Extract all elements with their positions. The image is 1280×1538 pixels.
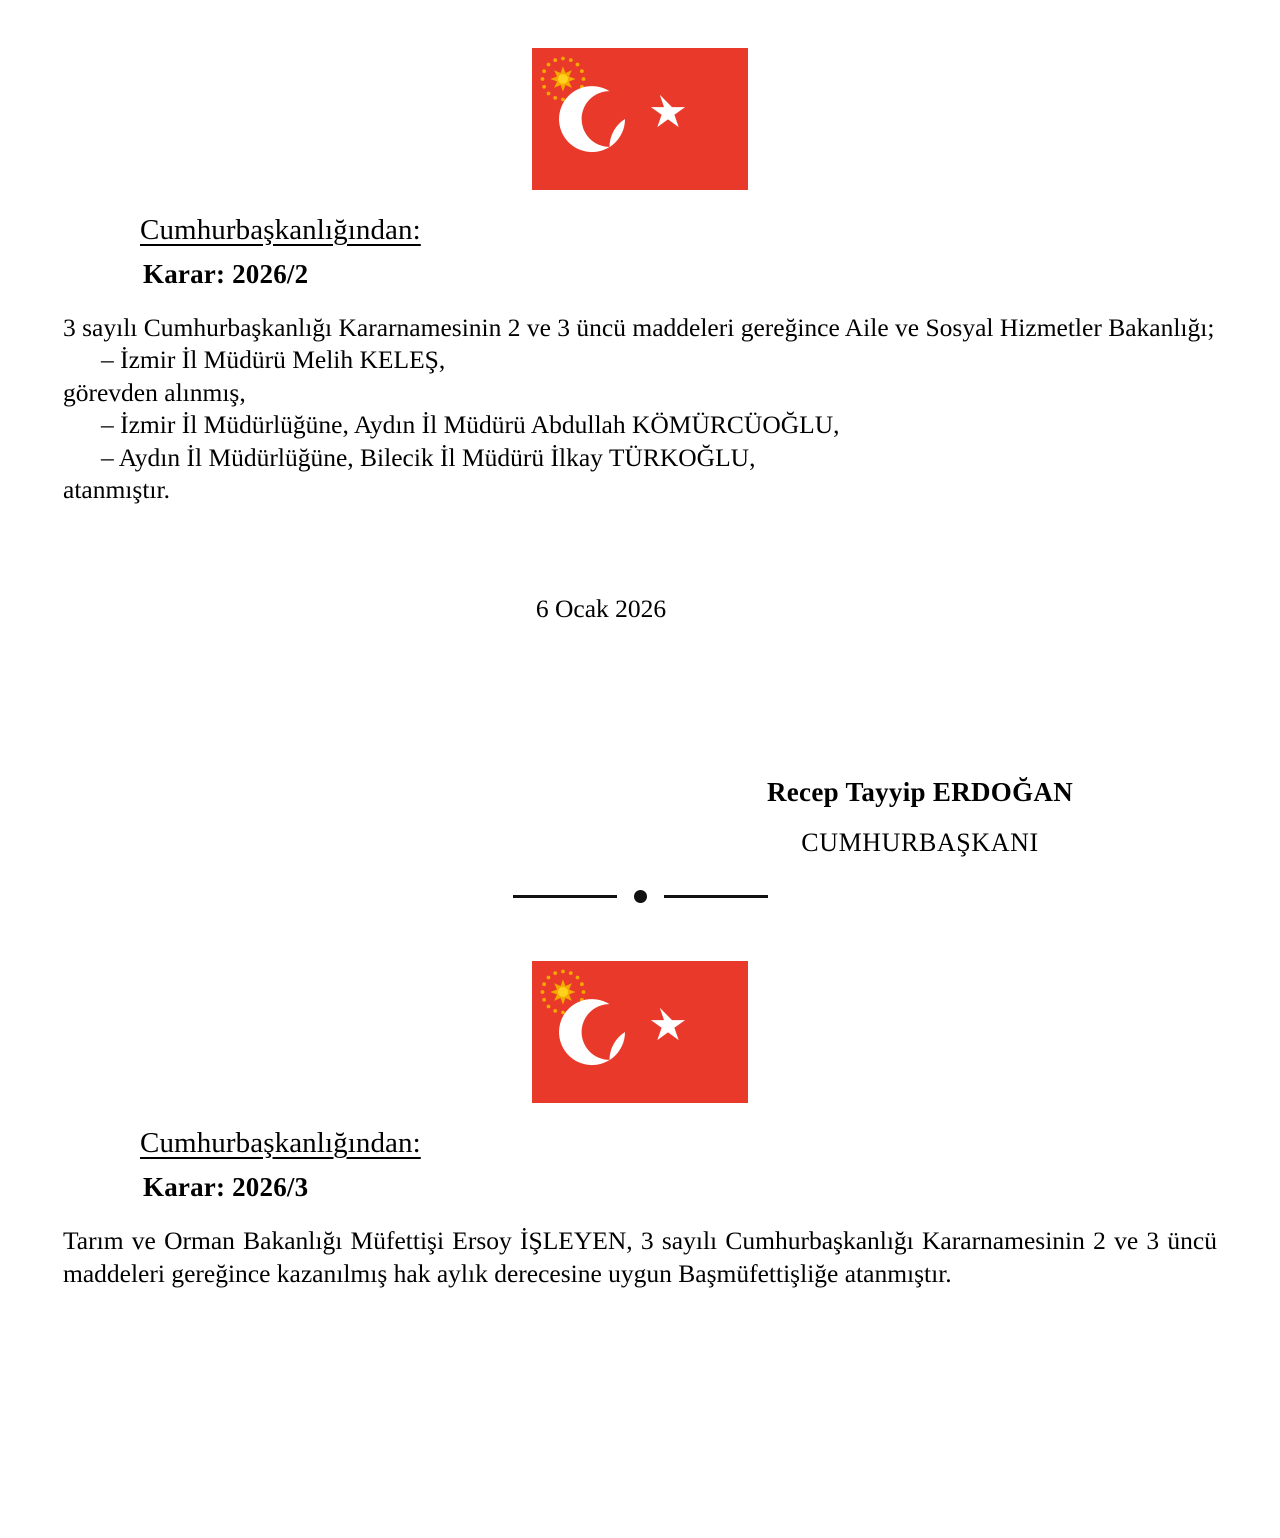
flag-emblems-2 (532, 961, 748, 1103)
star-icon (651, 1008, 685, 1040)
star-icon (651, 95, 685, 127)
separator-rule-right (664, 895, 768, 898)
flag-container-2 (0, 903, 1280, 1103)
decision-number-2: Karar: 2026/3 (143, 1172, 309, 1203)
crescent-icon (559, 86, 625, 152)
section-heading-1: Cumhurbaşkanlığından: (140, 214, 421, 246)
decree-date-1: 6 Ocak 2026 (535, 594, 667, 624)
section-body-2 (0, 1225, 1280, 1290)
crescent-icon (559, 999, 625, 1065)
appointment-line: – İzmir İl Müdürlüğüne, Aydın İl Müdürü Abdullah KÖMÜRCÜOĞLU, (101, 410, 840, 440)
section-body-1 (0, 312, 1280, 506)
appointment-line: – İzmir İl Müdürü Melih KELEŞ, (101, 345, 446, 375)
turkish-flag-1 (532, 48, 748, 190)
flag-container-1 (0, 0, 1280, 190)
body-line: görevden alınmış, (63, 377, 246, 407)
signature-block-1 (0, 777, 1280, 858)
body-paragraph: Tarım ve Orman Bakanlığı Müfettişi Ersoy İŞLEYEN, 3 sayılı Cumhurbaşkanlığı Kararnamesinin 2 ve 3 üncü maddeleri gereğince kazanılmış hak aylık derecesine uygun Başmüfettişliğe atanmıştır. (63, 1226, 1217, 1288)
separator-dot-icon (634, 890, 647, 903)
appointment-line: – Aydın İl Müdürlüğüne, Bilecik İl Müdürü İlkay TÜRKOĞLU, (101, 442, 756, 472)
sun-core (558, 987, 568, 997)
section-separator (0, 890, 1280, 903)
sun-core (558, 74, 568, 84)
signatory-title: CUMHURBAŞKANI (801, 828, 1039, 858)
separator-rule-left (513, 895, 617, 898)
body-paragraph: 3 sayılı Cumhurbaşkanlığı Kararnamesinin 2 ve 3 üncü maddeleri gereğince Aile ve Sosyal Hizmetler Bakanlığı; (63, 313, 1215, 342)
body-line: atanmıştır. (63, 474, 170, 504)
flag-emblems-1 (532, 48, 748, 190)
section-heading-2: Cumhurbaşkanlığından: (140, 1127, 421, 1160)
signatory-name: Recep Tayyip ERDOĞAN (766, 777, 1074, 808)
decree-section-2 (0, 903, 1280, 1290)
decision-number-1: Karar: 2026/2 (143, 259, 309, 289)
turkish-flag-2 (532, 961, 748, 1103)
